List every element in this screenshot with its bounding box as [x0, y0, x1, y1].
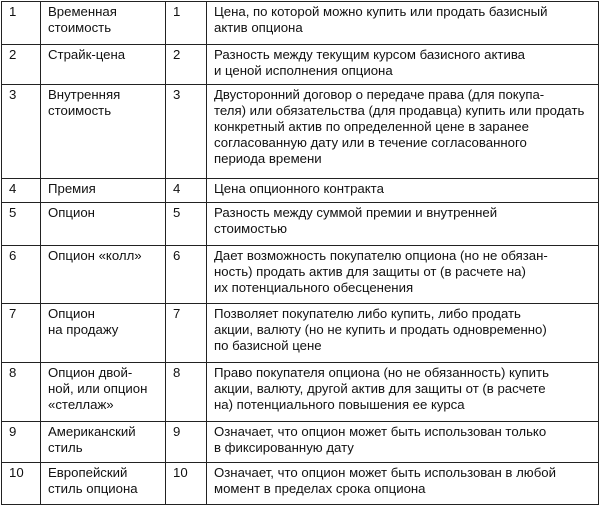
definition-number: 4 — [166, 179, 207, 203]
definition-text: Позволяет покупателю либо купить, либо продать акции, валюту (но не купить и продать одновременно) по базисной цене — [207, 304, 599, 363]
table-row — [2, 2, 599, 45]
definition-number: 7 — [166, 304, 207, 363]
term-number: 4 — [2, 179, 41, 203]
definition-text: Означает, что опцион может быть использован в любой момент в пределах срока опциона — [207, 463, 599, 505]
term-number: 9 — [2, 422, 41, 463]
term-number: 7 — [2, 304, 41, 363]
table-row — [2, 85, 599, 179]
term-name: Страйк-цена — [41, 45, 166, 85]
term-name: Временная стоимость — [41, 2, 166, 45]
definition-text: Цена опционного контракта — [207, 179, 599, 203]
term-name: Опцион «колл» — [41, 246, 166, 304]
term-name: Премия — [41, 179, 166, 203]
definition-number: 5 — [166, 203, 207, 246]
term-number: 8 — [2, 363, 41, 422]
definition-number: 8 — [166, 363, 207, 422]
term-name: Опцион двой- ной, или опцион «стеллаж» — [41, 363, 166, 422]
definition-text: Означает, что опцион может быть использован только в фиксированную дату — [207, 422, 599, 463]
term-name: Опцион — [41, 203, 166, 246]
definition-text: Цена, по которой можно купить или продать базисный актив опциона — [207, 2, 599, 45]
definition-text: Право покупателя опциона (но не обязанность) купить акции, валюту, другой актив для защиты от (в расчете на) потенциального повышения ее курса — [207, 363, 599, 422]
table-row — [2, 203, 599, 246]
term-name: Внутренняя стоимость — [41, 85, 166, 179]
table-row — [2, 45, 599, 85]
term-number: 6 — [2, 246, 41, 304]
definition-text: Разность между текущим курсом базисного актива и ценой исполнения опциона — [207, 45, 599, 85]
definition-number: 6 — [166, 246, 207, 304]
term-number: 1 — [2, 2, 41, 45]
term-name: Европейский стиль опциона — [41, 463, 166, 505]
table-row — [2, 246, 599, 304]
table-row — [2, 363, 599, 422]
term-number: 3 — [2, 85, 41, 179]
term-name: Опцион на продажу — [41, 304, 166, 363]
table-row — [2, 179, 599, 203]
table-row — [2, 422, 599, 463]
definition-number: 3 — [166, 85, 207, 179]
definition-number: 9 — [166, 422, 207, 463]
definition-number: 10 — [166, 463, 207, 505]
table-row — [2, 304, 599, 363]
term-matching-table — [1, 1, 599, 505]
definition-text: Разность между суммой премии и внутренней стоимостью — [207, 203, 599, 246]
term-number: 2 — [2, 45, 41, 85]
definition-text: Двусторонний договор о передаче права (для покупа- теля) или обязательства (для продавца) купить или продать конкретный актив по определенной цене в заранее согласованную дату или в течение согласованного периода времени — [207, 85, 599, 179]
table-row — [2, 463, 599, 505]
term-name: Американский стиль — [41, 422, 166, 463]
term-number: 10 — [2, 463, 41, 505]
definition-text: Дает возможность покупателю опциона (но не обязан- ность) продать актив для защиты от (в расчете на) их потенциального обесценения — [207, 246, 599, 304]
term-number: 5 — [2, 203, 41, 246]
definition-number: 1 — [166, 2, 207, 45]
definition-number: 2 — [166, 45, 207, 85]
